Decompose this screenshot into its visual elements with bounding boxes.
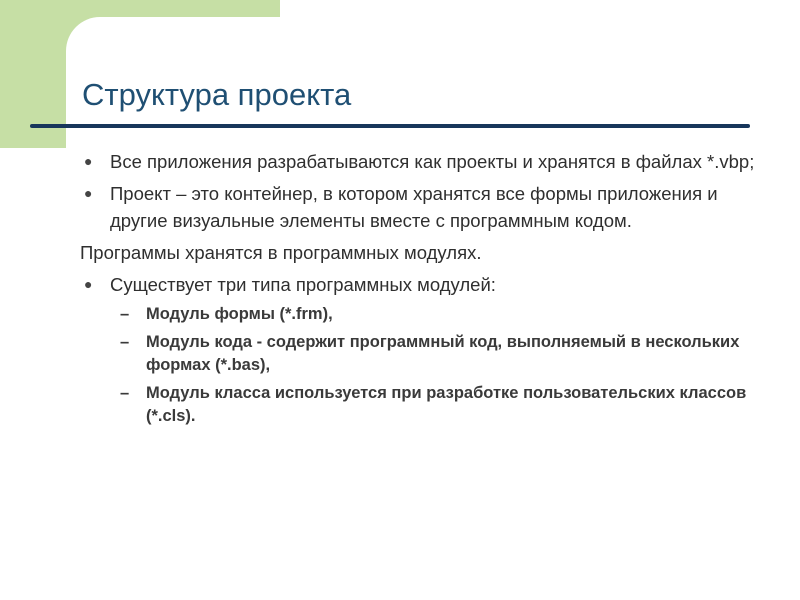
slide-content [80, 148, 760, 433]
dash-icon: – [120, 305, 130, 323]
sub-list-item [120, 303, 760, 326]
bullet-text: Существует три типа программных модулей: [110, 274, 496, 295]
dash-icon: – [120, 384, 130, 402]
bullet-text: Проект – это контейнер, в котором хранятся все формы приложения и другие визуальные элементы вместе с программным кодом. [110, 183, 718, 231]
sub-item-text: Модуль класса используется при разработке пользовательских классов (*.cls). [146, 384, 747, 425]
bullet-icon: ● [84, 276, 93, 292]
bullet-item [80, 180, 760, 234]
bullet-icon: ● [84, 153, 93, 169]
sub-item-text: Модуль кода - содержит программный код, выполняемый в нескольких формах (*.bas), [146, 333, 740, 374]
paragraph-text: Программы хранятся в программных модулях. [80, 242, 482, 263]
sub-list-item [120, 331, 760, 377]
sub-list-item [120, 382, 760, 428]
slide-title: Структура проекта [82, 77, 352, 112]
title-divider [30, 124, 750, 128]
bullet-item [80, 271, 760, 298]
bullet-item [80, 148, 760, 175]
dash-icon: – [120, 333, 130, 351]
bullet-icon: ● [84, 185, 93, 201]
plain-paragraph [80, 239, 760, 266]
module-types-list [80, 303, 760, 428]
bullet-text: Все приложения разрабатываются как проекты и хранятся в файлах *.vbp; [110, 151, 755, 172]
sub-item-text: Модуль формы (*.frm), [146, 305, 333, 323]
